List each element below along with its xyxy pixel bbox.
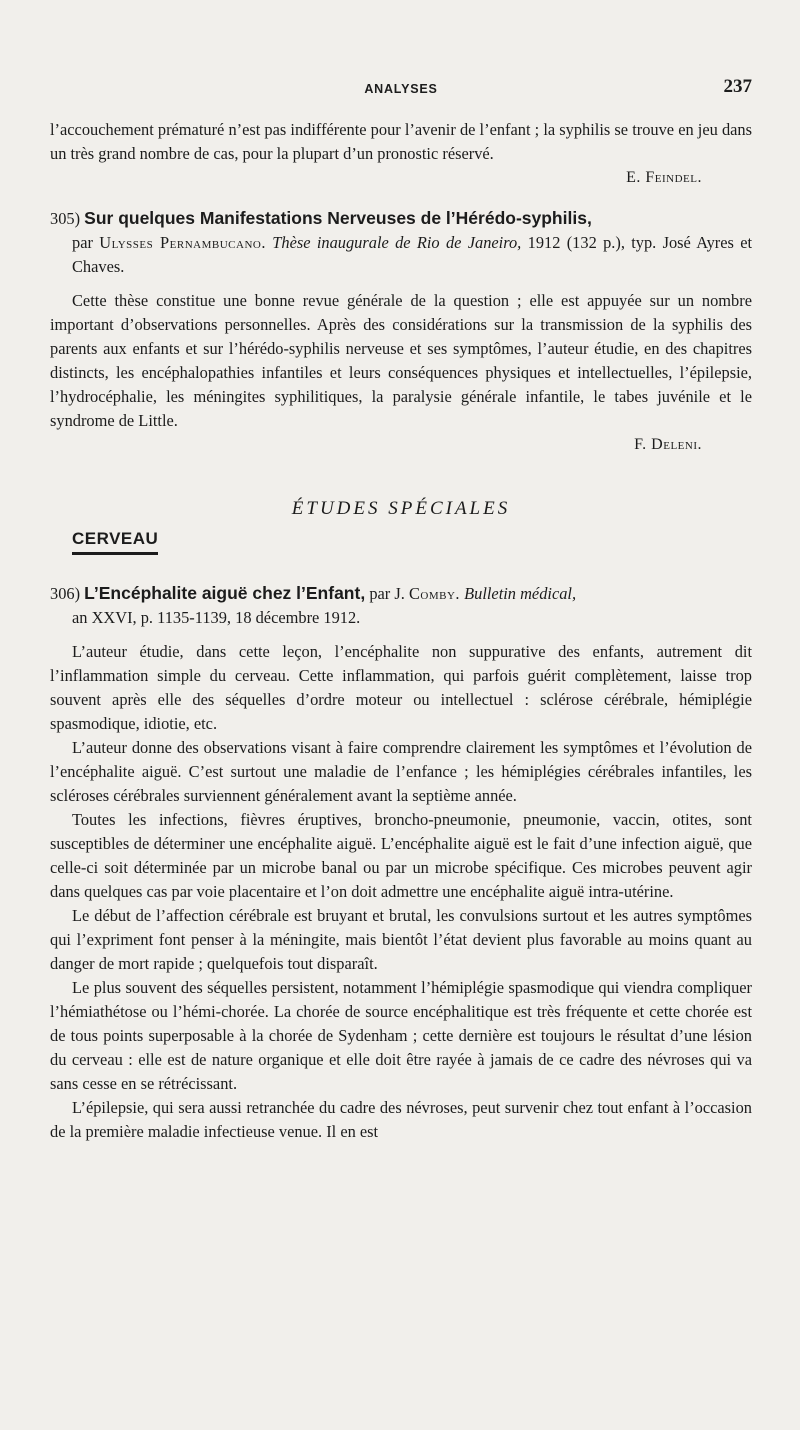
entry-306-paragraph: L’auteur donne des observations visant à faire comprendre clairement les symptômes et l’évolution de l’encéphalite aiguë. C’est surtout une maladie de l’enfance ; les hémiplégies cérébrales infantiles, les scléroses cérébrales surviennent généralement avant la septième année. [50, 738, 752, 805]
entry-305-author: Ulysses Pernambucano. [99, 233, 266, 252]
entry-306-title: L’Encéphalite aiguë chez l’Enfant, [84, 583, 366, 603]
entry-306-number: 306) [50, 584, 81, 603]
entry-305-by: par [72, 233, 93, 252]
entry-306-paragraph: Toutes les infections, fièvres éruptives, broncho-pneumonie, pneumonie, vaccin, otites, sont susceptibles de déterminer une encéphalite aiguë. L’encéphalite aiguë est le fait d’une infection aiguë, que celle-ci soit déterminée par un microbe banal ou par un microbe spécifique. Ces microbes peuvent agir dans quelques cas par voie placentaire et l’on doit admettre une encéphalite aiguë intra-utérine. [50, 810, 752, 901]
entry-305-heading [50, 206, 752, 279]
running-title: ANALYSES [364, 82, 438, 96]
entry-305-title: Sur quelques Manifestations Nerveuses de l’Hérédo-syphilis, [84, 208, 592, 228]
article-body [50, 118, 752, 1144]
entry-306-paragraph: L’auteur étudie, dans cette leçon, l’encéphalite non suppurative des enfants, autrement dit l’inflammation simple du cerveau. Cette inflammation, qui parfois guérit complètement, laisse trop souvent après elle des séquelles d’ordre moteur ou intellectuel : sclérose cérébrale, hémiplégie spasmodique, idiotie, etc. [50, 642, 752, 733]
entry-305-number: 305) [50, 209, 81, 228]
entry-305-paragraph: Cette thèse constitue une bonne revue générale de la question ; elle est appuyée sur un nombre important d’observations personnelles. Après des considérations sur la transmission de la syphilis des parents aux enfants et sur l’hérédo-syphilis nerveuse et ses symptômes, l’auteur étudie, en des chapitres distincts, les encéphalopathies infantiles et leurs conséquences physiques et intellectuelles, l’épilepsie, l’hydrocéphalie, les méningites syphilitiques, la paralysie générale infantile, le tabes juvénile et le syndrome de Little. [50, 291, 752, 430]
entry-306-author-initial: J. [394, 584, 405, 603]
entry-306-author: Comby. [408, 584, 460, 603]
entry-305-details: 1912 (132 p.), typ. José Ayres et Chaves. [72, 233, 753, 276]
page-header [50, 76, 752, 102]
entry-306-by: par [369, 584, 391, 603]
page-number: 237 [723, 76, 752, 97]
signature-feindel: E. Feindel. [626, 169, 702, 186]
subsection-title: CERVEAU [72, 527, 158, 555]
entry-306-heading [50, 581, 752, 630]
entry-306-source: Bulletin médical, [464, 584, 577, 603]
previous-entry-text: l’accouchement prématuré n’est pas indifférente pour l’avenir de l’enfant ; la syphilis se trouve en jeu dans un très grand nombre de cas, pour la plupart d’un pronostic réservé. [50, 120, 752, 163]
signature-deleni: F. Deleni. [634, 436, 702, 453]
section-title: ÉTUDES SPÉCIALES [291, 498, 511, 519]
entry-306-details: an XXVI, p. 1135-1139, 18 décembre 1912. [72, 608, 361, 627]
entry-306-paragraph: L’épilepsie, qui sera aussi retranchée du cadre des névroses, peut survenir chez tout enfant à l’occasion de la première maladie infectieuse venue. Il en est [50, 1098, 752, 1141]
entry-306-paragraph: Le plus souvent des séquelles persistent, notamment l’hémiplégie spasmodique qui viendra compliquer l’hémiathétose ou l’hémi-chorée. La chorée de source encéphalitique est très fréquente et cette chorée est de tous points superposable à la chorée de Sydenham ; cette dernière est toujours le résultat d’une lésion du cerveau : elle est de nature organique et elle doit être rayée à jamais de ce cadre des névroses qui va sans cesse en se rétrécissant. [50, 978, 752, 1093]
entry-306-paragraph: Le début de l’affection cérébrale est bruyant et brutal, les convulsions surtout et les autres symptômes qui l’expriment font penser à la méningite, mais bientôt l’état devient plus favorable au moins quant au danger de mort rapide ; quelquefois tout disparaît. [50, 906, 752, 973]
entry-305-source: Thèse inaugurale de Rio de Janeiro, [272, 233, 522, 252]
